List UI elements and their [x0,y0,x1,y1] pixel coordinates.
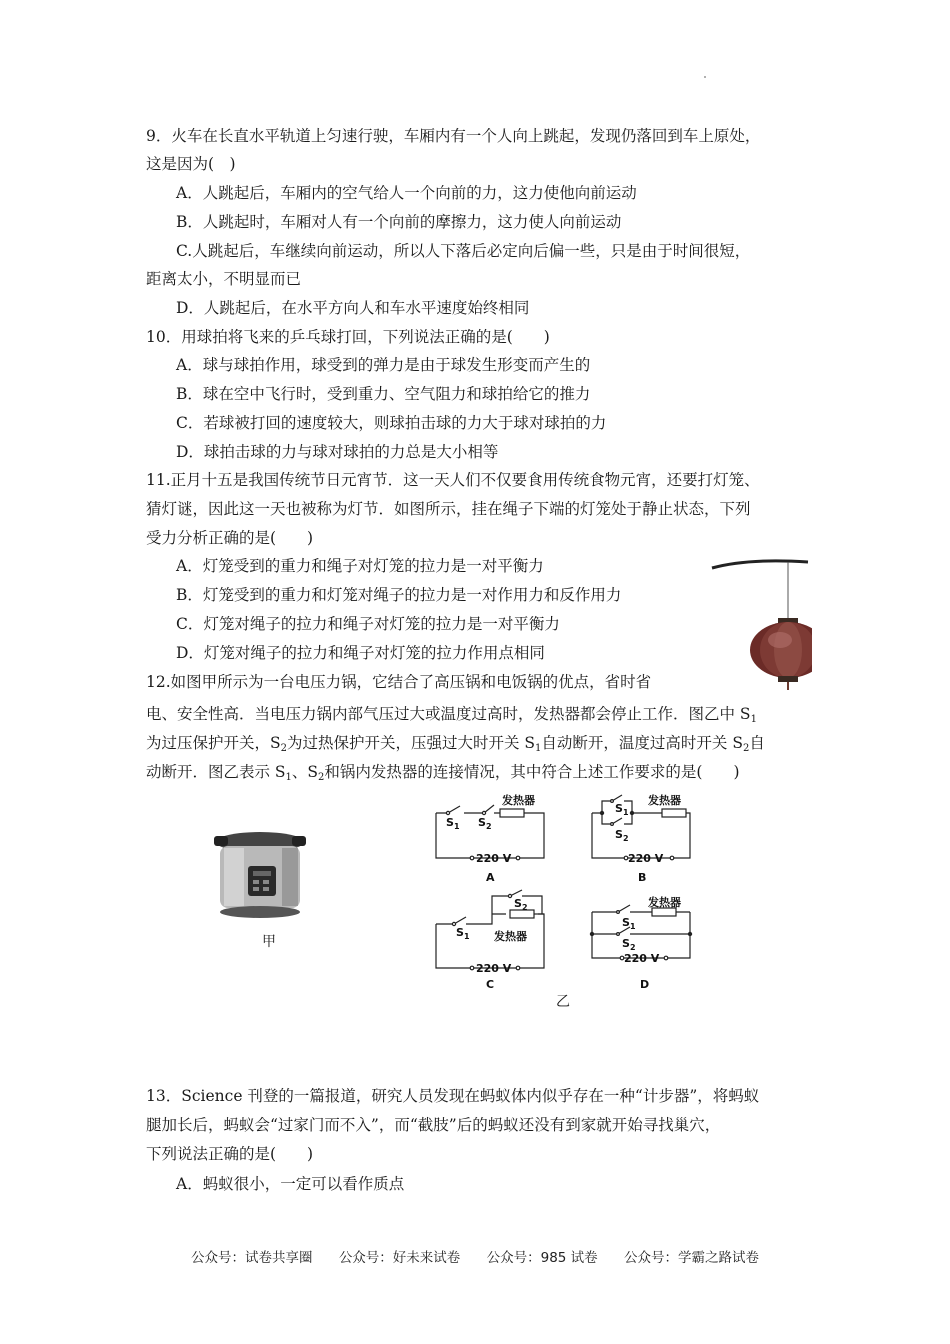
circuit-label-d: D [640,978,650,991]
q9-stem-line2: 这是因为( ) [146,155,236,173]
s1-label-d: $S_1$ [622,916,636,931]
q12-text: 动断开．图乙表示 S [146,763,286,781]
q9-option-c-line2: 距离太小，不明显而已 [146,270,302,288]
s1-label-a: $S_1$ [446,816,460,831]
q10-option-b: B．球在空中飞行时，受到重力、空气阻力和球拍给它的推力 [176,385,591,403]
q10-option-d: D．球拍击球的力与球对球拍的力总是大小相等 [176,443,499,461]
page-footer [0,1246,950,1266]
q10-stem: 10．用球拍将飞来的乒乓球打回，下列说法正确的是( ) [146,328,550,346]
q12-text: 自 [749,734,765,752]
pressure-cooker-illustration [208,828,314,926]
subscript: 2 [742,743,750,754]
q11-option-a: A．灯笼受到的重力和绳子对灯笼的拉力是一对平衡力 [176,557,544,575]
q9-option-a: A．人跳起后，车厢内的空气给人一个向前的力，这力使他向前运动 [176,184,637,202]
q13-option-a: A．蚂蚁很小，一定可以看作质点 [176,1175,405,1193]
q11-stem-line1: 11.正月十五是我国传统节日元宵节．这一天人们不仅要食用传统食物元宵，还要打灯笼、 [146,471,760,489]
heater-label-c: 发热器 [494,930,527,943]
heater-label-a: 发热器 [502,794,535,807]
q11-stem-line2: 猜灯谜，因此这一天也被称为灯节．如图所示，挂在绳子下端的灯笼处于静止状态，下列 [146,500,751,518]
heater-label-d: 发热器 [648,896,681,909]
circuit-label-b: B [638,871,647,884]
q13-stem-line1: 13．Science 刊登的一篇报道，研究人员发现在蚂蚁体内似乎存在一种“计步器”，将蚂蚁 [146,1087,760,1105]
figure-label-yi: 乙 [556,994,570,1010]
q10-option-c: C．若球被打回的速度较大，则球拍击球的力大于球对球拍的力 [176,414,607,432]
q11-option-b: B．灯笼受到的重力和灯笼对绳子的拉力是一对作用力和反作用力 [176,586,622,604]
voltage-label-c: 220 V [476,962,512,975]
figure-label-jia: 甲 [262,934,276,950]
q11-option-d: D．灯笼对绳子的拉力和绳子对灯笼的拉力作用点相同 [176,644,545,662]
s2-label-c: $S_2$ [514,897,528,912]
subscript: 2 [280,743,287,754]
subscript: 1 [750,714,757,725]
footer-account: 公众号：试卷共享圈 [191,1250,313,1266]
q12-text: 自动断开，温度过高时开关 S [541,734,743,752]
q12-text: 电、安全性高．当电压力锅内部气压过大或温度过高时，发热器都会停止工作．图乙中 S [146,705,751,723]
heater-label-b: 发热器 [648,794,681,807]
s1-label-b: $S_1$ [615,802,629,817]
q13-stem-line3: 下列说法正确的是( ) [146,1145,314,1163]
s2-label-b: $S_2$ [615,828,629,843]
q9-option-c-line1: C.人跳起后，车继续向前运动，所以人下落后必定向后偏一些，只是由于时间很短， [176,242,751,260]
voltage-label-b: 220 V [628,852,664,865]
q12-stem-line4 [146,762,740,782]
q12-text: 和锅内发热器的连接情况，其中符合上述工作要求的是( ) [324,763,740,781]
speck [704,76,706,78]
q12-text: 为过热保护开关，压强过大时开关 S [287,734,536,752]
circuit-diagrams [426,786,716,996]
s2-label-d: $S_2$ [622,937,636,952]
voltage-label-d: 220 V [624,952,660,965]
subscript: 2 [318,772,325,783]
q12-stem-line2 [146,704,757,724]
lantern-illustration [708,552,812,692]
q11-stem-line3: 受力分析正确的是( ) [146,529,314,547]
q9-stem-line1: 9．火车在长直水平轨道上匀速行驶，车厢内有一个人向上跳起，发现仍落回到车上原处， [146,127,761,145]
footer-account: 公众号：学霸之路试卷 [623,1250,759,1266]
footer-account: 公众号：好未来试卷 [338,1250,461,1266]
q12-text: 、S [291,763,319,781]
q10-option-a: A．球与球拍作用，球受到的弹力是由于球发生形变而产生的 [176,356,591,374]
q9-option-b: B．人跳起时，车厢对人有一个向前的摩擦力，这力使人向前运动 [176,213,622,231]
circuit-label-a: A [486,871,495,884]
footer-account: 公众号：985 试卷 [486,1250,598,1266]
subscript: 1 [285,772,292,783]
s2-label-a: $S_2$ [478,816,492,831]
q12-stem-line3 [146,733,765,753]
voltage-label-a: 220 V [476,852,512,865]
q12-text: 为过压保护开关，S [146,734,281,752]
subscript: 1 [535,743,542,754]
s1-label-c: $S_1$ [456,926,470,941]
q11-option-c: C．灯笼对绳子的拉力和绳子对灯笼的拉力是一对平衡力 [176,615,560,633]
q9-option-d: D．人跳起后，在水平方向人和车水平速度始终相同 [176,299,530,317]
q13-stem-line2: 腿加长后，蚂蚁会“过家门而不入”，而“截肢”后的蚂蚁还没有到家就开始寻找巢穴， [146,1116,721,1134]
circuit-label-c: C [486,978,495,991]
q12-stem-line1: 12.如图甲所示为一台电压力锅，它结合了高压锅和电饭锅的优点，省时省 [146,673,652,691]
